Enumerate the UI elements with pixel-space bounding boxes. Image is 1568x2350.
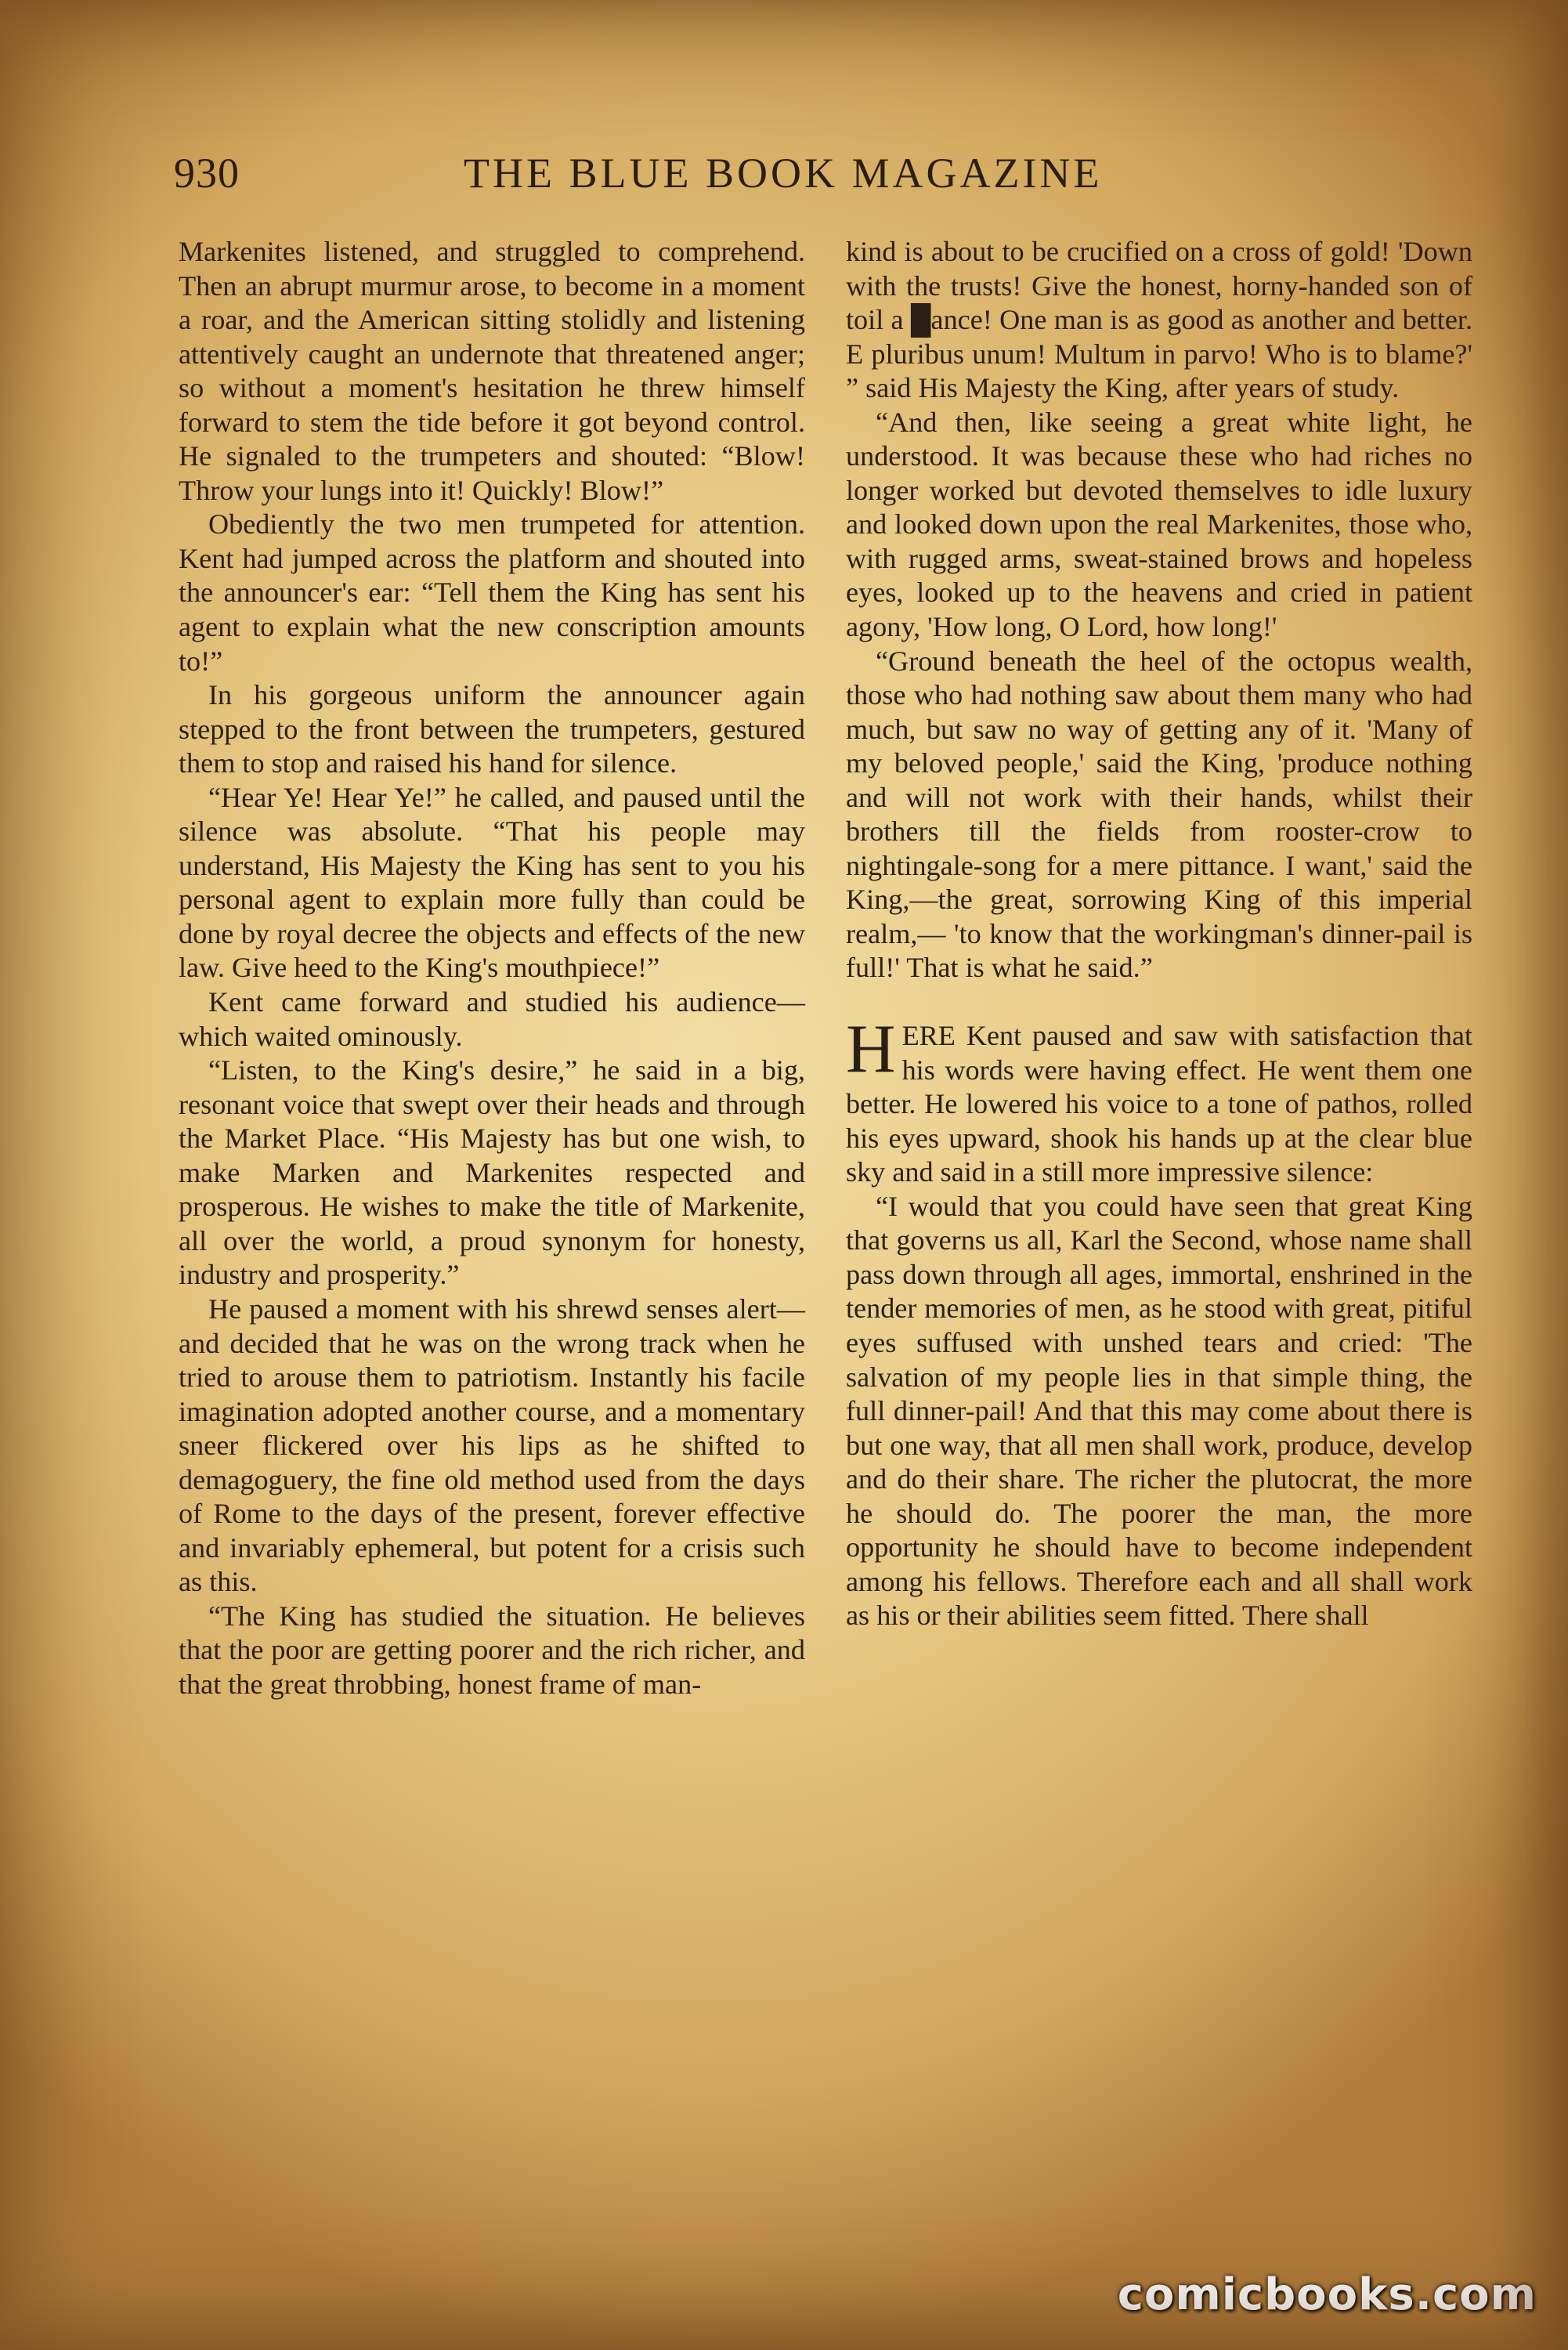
paragraph: Markenites listened, and struggled to comprehend. Then an abrupt murmur arose, to become in a moment a roar, and the American sitting stolidly and listening attentively caught an undernote that threatened anger; so without a moment's hesitation he threw himself forward to stem the tide before it got beyond control. He signaled to the trumpeters and shouted: “Blow! Throw your lungs into it! Quickly! Blow!” bbox=[179, 236, 805, 506]
paragraph: He paused a moment with his shrewd senses alert—and decided that he was on the wrong track when he tried to arouse them to patriotism. Instantly his facile imagination adopted another course, and a momentary sneer flickered over his lips as he shifted to demagoguery, the fine old method used from the days of Rome to the days of the present, forever effective and invariably ephemeral, but potent for a crisis such as this. bbox=[179, 1292, 805, 1598]
right-column bbox=[846, 235, 1472, 1633]
paragraph: “Listen, to the King's desire,” he said in a big, resonant voice that swept over their heads and through the Market Place. “His Majesty has but one wish, to make Marken and Markenites respected and prosperous. He wishes to make the title of Markenite, all over the world, a proud synonym for honesty, industry and prosperity.” bbox=[179, 1054, 805, 1291]
drop-cap-paragraph bbox=[846, 1011, 1472, 1190]
paragraph: In his gorgeous uniform the announcer again stepped to the front between the trumpeters, gestured them to stop and raised his hand for silence. bbox=[179, 679, 805, 779]
paragraph: kind is about to be crucified on a cross of gold! 'Down with the trusts! Give the honest, horny-handed son of toil a █ance! One man is as good as another and better. E pluribus unum! Multum in parvo! Who is to blame?' ” said His Majesty the King, after years of study. bbox=[846, 236, 1472, 404]
paragraph: Obediently the two men trumpeted for attention. Kent had jumped across the platform and shouted into the announcer's ear: “Tell them the King has sent his agent to explain what the new conscription amounts to!” bbox=[179, 508, 805, 677]
paragraph: “Hear Ye! Hear Ye!” he called, and paused until the silence was absolute. “That his people may understand, His Majesty the King has sent to you his personal agent to explain more fully than could be done by royal decree the objects and effects of the new law. Give heed to the King's mouthpiece!” bbox=[179, 781, 805, 984]
drop-cap: H bbox=[846, 1011, 896, 1088]
page-number: 930 bbox=[174, 150, 240, 197]
magazine-title: THE BLUE BOOK MAGAZINE bbox=[464, 150, 1103, 197]
paragraph: “The King has studied the situation. He believes that the poor are getting poorer and the rich richer, and that the great throbbing, honest frame of man- bbox=[179, 1600, 805, 1700]
page-header bbox=[174, 149, 1427, 212]
left-column bbox=[179, 235, 805, 1702]
paragraph: “Ground beneath the heel of the octopus wealth, those who had nothing saw about them many who had much, but saw no way of getting any of it. 'Many of my beloved people,' said the King, 'produce nothing and will not work with their hands, whilst their brothers till the fields from rooster-crow to nightingale-song for a mere pittance. I want,' said the King,—the great, sorrowing King of this imperial realm,— 'to know that the workingman's dinner-pail is full!' That is what he said.” bbox=[846, 645, 1472, 984]
drop-cap-text: ERE Kent paused and saw with satisfaction that his words were having effect. He went them one better. He lowered his voice to a tone of pathos, rolled his eyes upward, shook his hands up at the clear blue sky and said in a still more impressive silence: bbox=[846, 1020, 1472, 1188]
watermark: comicbooks.com bbox=[1117, 2269, 1537, 2320]
paragraph: “I would that you could have seen that great King that governs us all, Karl the Second, whose name shall pass down through all ages, immortal, enshrined in the tender memories of men, as he stood with great, pitiful eyes suffused with unshed tears and cried: 'The salvation of my people lies in that simple thing, the full dinner-pail! And that this may come about there is but one way, that all men shall work, produce, develop and do their share. The richer the plutocrat, the more he should do. The poorer the man, the more opportunity he should have to become independent among his fellows. Therefore each and all shall work as his or their abilities seem fitted. There shall bbox=[846, 1190, 1472, 1632]
section-break bbox=[846, 985, 1472, 1019]
paragraph: “And then, like seeing a great white light, he understood. It was because these who had riches no longer worked but devoted themselves to idle luxury and looked down upon the real Markenites, those who, with rugged arms, sweat-stained brows and hopeless eyes, looked up to the heavens and cried in patient agony, 'How long, O Lord, how long!' bbox=[846, 406, 1472, 643]
paragraph: Kent came forward and studied his audience—which waited ominously. bbox=[179, 986, 805, 1052]
